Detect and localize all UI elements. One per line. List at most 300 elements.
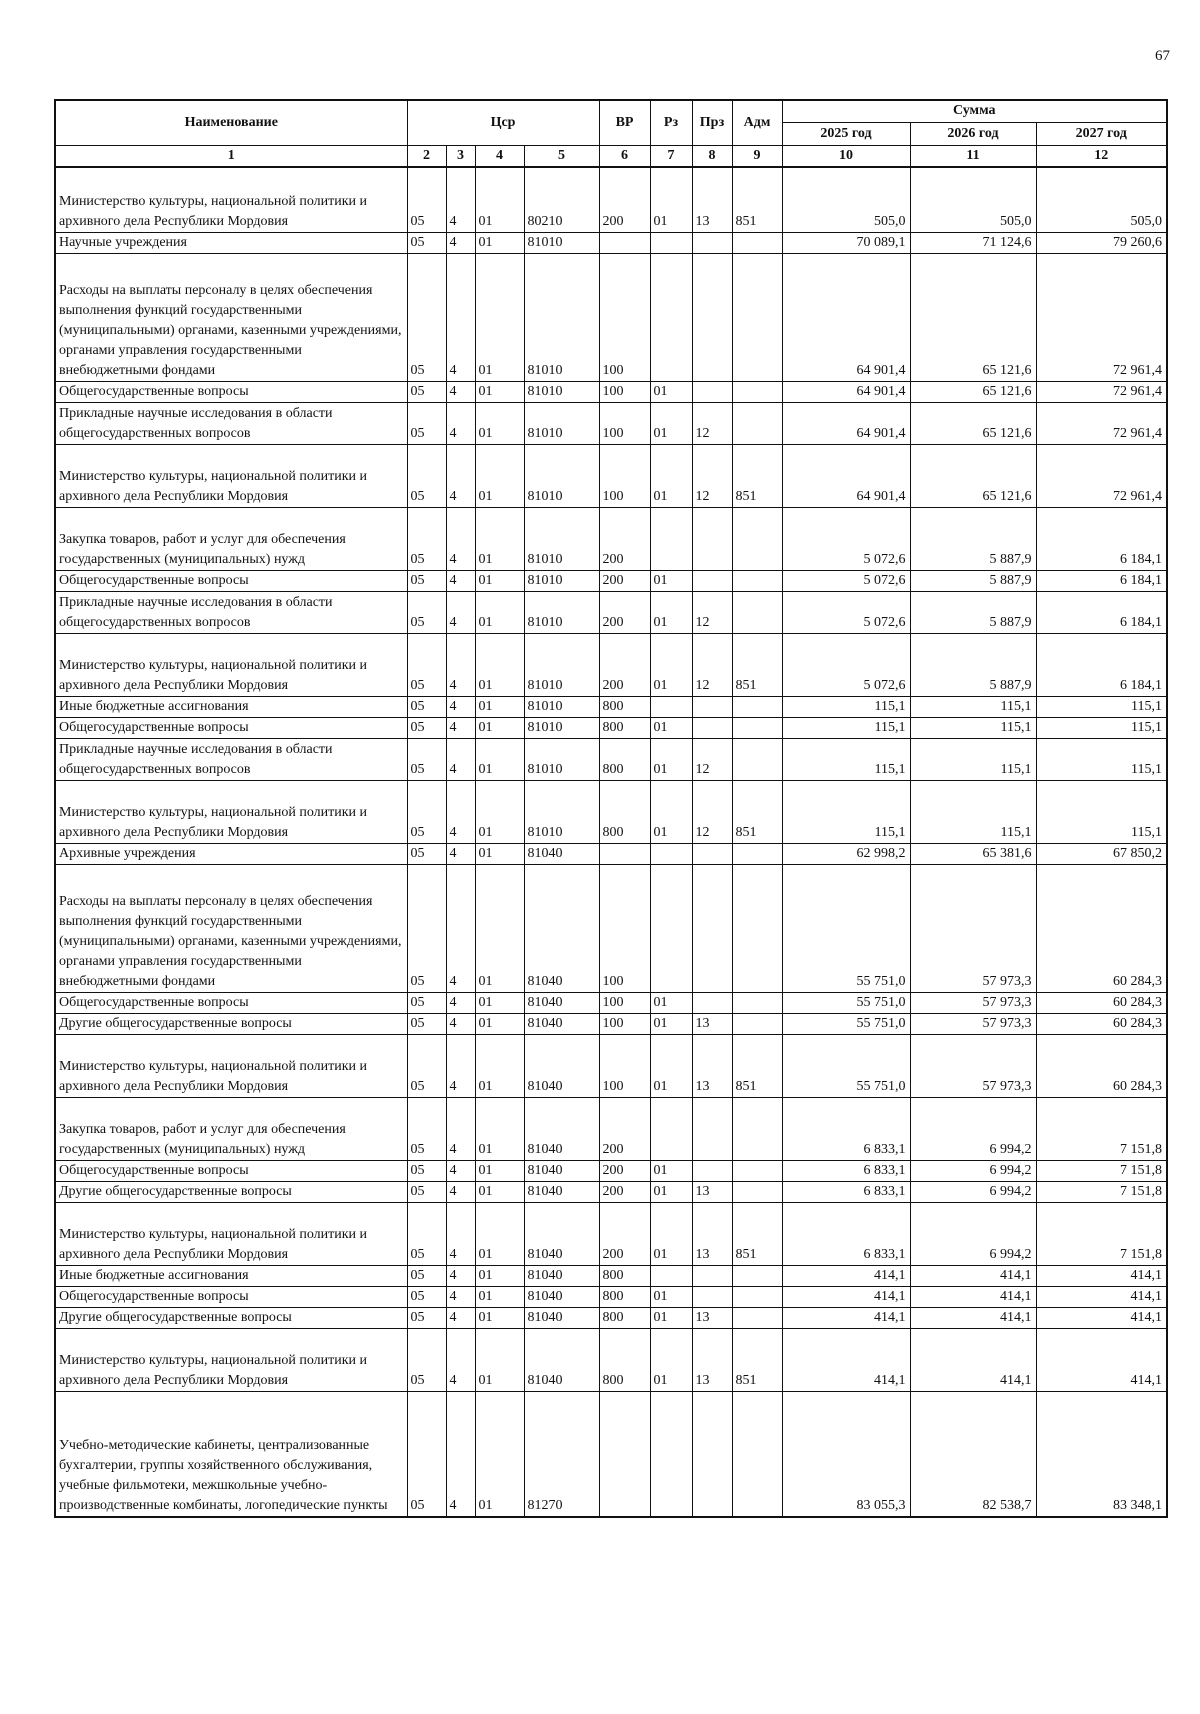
csr-type: 4 (446, 1097, 475, 1160)
csr-program: 05 (407, 780, 446, 843)
csr-direction: 81040 (524, 1328, 599, 1391)
table-row (55, 864, 1167, 992)
sum-2026: 115,1 (910, 717, 1036, 738)
adm-code (732, 738, 782, 780)
prz-code: 13 (692, 1013, 732, 1034)
vr-code: 200 (599, 167, 650, 232)
vr-code: 800 (599, 1328, 650, 1391)
csr-type: 4 (446, 570, 475, 591)
rz-code: 01 (650, 992, 692, 1013)
adm-code (732, 381, 782, 402)
prz-code: 13 (692, 1307, 732, 1328)
table-header (55, 100, 1167, 167)
sum-2025: 5 072,6 (782, 570, 910, 591)
table-row (55, 507, 1167, 570)
prz-code (692, 992, 732, 1013)
csr-program: 05 (407, 1286, 446, 1307)
vr-code: 800 (599, 1286, 650, 1307)
csr-direction: 81040 (524, 843, 599, 864)
csr-type: 4 (446, 1286, 475, 1307)
adm-code: 851 (732, 633, 782, 696)
csr-direction: 81040 (524, 1097, 599, 1160)
sum-2027: 414,1 (1036, 1307, 1167, 1328)
adm-code: 851 (732, 1034, 782, 1097)
sum-2027: 115,1 (1036, 780, 1167, 843)
csr-subprogram: 01 (475, 738, 524, 780)
table-row (55, 780, 1167, 843)
csr-type: 4 (446, 507, 475, 570)
prz-code: 12 (692, 738, 732, 780)
csr-subprogram: 01 (475, 253, 524, 381)
csr-type: 4 (446, 1034, 475, 1097)
header-year-2027: 2027 год (1036, 122, 1167, 145)
sum-2025: 414,1 (782, 1286, 910, 1307)
sum-2027: 505,0 (1036, 167, 1167, 232)
sum-2025: 414,1 (782, 1265, 910, 1286)
rz-code: 01 (650, 1202, 692, 1265)
adm-code (732, 864, 782, 992)
csr-subprogram: 01 (475, 402, 524, 444)
rz-code (650, 1097, 692, 1160)
table-row (55, 591, 1167, 633)
csr-direction: 81010 (524, 780, 599, 843)
csr-program: 05 (407, 507, 446, 570)
rz-code: 01 (650, 1286, 692, 1307)
sum-2025: 115,1 (782, 696, 910, 717)
csr-direction: 81040 (524, 1160, 599, 1181)
csr-type: 4 (446, 992, 475, 1013)
prz-code: 12 (692, 402, 732, 444)
csr-subprogram: 01 (475, 1181, 524, 1202)
csr-program: 05 (407, 1202, 446, 1265)
rz-code (650, 864, 692, 992)
sum-2026: 65 121,6 (910, 381, 1036, 402)
col-number: 3 (446, 145, 475, 167)
adm-code (732, 1160, 782, 1181)
rz-code (650, 253, 692, 381)
prz-code: 13 (692, 1181, 732, 1202)
csr-subprogram: 01 (475, 232, 524, 253)
budget-table (54, 99, 1168, 1518)
col-number: 9 (732, 145, 782, 167)
sum-2026: 57 973,3 (910, 864, 1036, 992)
sum-2026: 414,1 (910, 1286, 1036, 1307)
prz-code: 13 (692, 1328, 732, 1391)
adm-code (732, 253, 782, 381)
sum-2026: 57 973,3 (910, 992, 1036, 1013)
csr-direction: 81010 (524, 570, 599, 591)
table-row (55, 1328, 1167, 1391)
rz-code: 01 (650, 591, 692, 633)
prz-code (692, 864, 732, 992)
vr-code: 200 (599, 1202, 650, 1265)
csr-direction: 81040 (524, 1202, 599, 1265)
csr-type: 4 (446, 1181, 475, 1202)
csr-program: 05 (407, 843, 446, 864)
csr-program: 05 (407, 1391, 446, 1517)
header-prz: Прз (692, 100, 732, 145)
table-row (55, 1391, 1167, 1517)
col-number: 10 (782, 145, 910, 167)
rz-code: 01 (650, 381, 692, 402)
sum-2027: 67 850,2 (1036, 843, 1167, 864)
csr-program: 05 (407, 717, 446, 738)
sum-2026: 115,1 (910, 696, 1036, 717)
sum-2026: 115,1 (910, 738, 1036, 780)
csr-program: 05 (407, 570, 446, 591)
adm-code (732, 570, 782, 591)
vr-code: 200 (599, 591, 650, 633)
prz-code (692, 1265, 732, 1286)
table-row (55, 1265, 1167, 1286)
sum-2027: 60 284,3 (1036, 992, 1167, 1013)
csr-subprogram: 01 (475, 444, 524, 507)
row-name: Прикладные научные исследования в области общегосударственных вопросов (55, 738, 407, 780)
csr-subprogram: 01 (475, 1328, 524, 1391)
csr-program: 05 (407, 864, 446, 992)
csr-direction: 81010 (524, 381, 599, 402)
csr-program: 05 (407, 381, 446, 402)
csr-subprogram: 01 (475, 992, 524, 1013)
vr-code: 100 (599, 381, 650, 402)
sum-2027: 7 151,8 (1036, 1181, 1167, 1202)
adm-code: 851 (732, 444, 782, 507)
sum-2026: 5 887,9 (910, 633, 1036, 696)
adm-code (732, 1265, 782, 1286)
adm-code: 851 (732, 1328, 782, 1391)
adm-code (732, 591, 782, 633)
vr-code: 100 (599, 992, 650, 1013)
adm-code (732, 1307, 782, 1328)
csr-subprogram: 01 (475, 507, 524, 570)
vr-code: 800 (599, 738, 650, 780)
rz-code: 01 (650, 1307, 692, 1328)
sum-2027: 79 260,6 (1036, 232, 1167, 253)
adm-code (732, 232, 782, 253)
vr-code: 100 (599, 1013, 650, 1034)
table-row (55, 570, 1167, 591)
csr-subprogram: 01 (475, 1202, 524, 1265)
prz-code (692, 1286, 732, 1307)
header-year-2025: 2025 год (782, 122, 910, 145)
sum-2025: 6 833,1 (782, 1181, 910, 1202)
sum-2025: 55 751,0 (782, 992, 910, 1013)
table-row (55, 1286, 1167, 1307)
rz-code (650, 1265, 692, 1286)
rz-code: 01 (650, 1034, 692, 1097)
sum-2027: 60 284,3 (1036, 1013, 1167, 1034)
table-row (55, 232, 1167, 253)
row-name: Министерство культуры, национальной политики и архивного дела Республики Мордовия (55, 1034, 407, 1097)
csr-type: 4 (446, 738, 475, 780)
sum-2026: 115,1 (910, 780, 1036, 843)
csr-type: 4 (446, 696, 475, 717)
prz-code: 13 (692, 1034, 732, 1097)
sum-2026: 65 121,6 (910, 444, 1036, 507)
csr-type: 4 (446, 633, 475, 696)
csr-direction: 81040 (524, 864, 599, 992)
row-name: Общегосударственные вопросы (55, 1160, 407, 1181)
row-name: Другие общегосударственные вопросы (55, 1307, 407, 1328)
csr-type: 4 (446, 444, 475, 507)
col-number: 1 (55, 145, 407, 167)
sum-2025: 55 751,0 (782, 1013, 910, 1034)
col-number: 2 (407, 145, 446, 167)
header-year-2026: 2026 год (910, 122, 1036, 145)
csr-type: 4 (446, 232, 475, 253)
adm-code (732, 1286, 782, 1307)
csr-program: 05 (407, 992, 446, 1013)
row-name: Общегосударственные вопросы (55, 992, 407, 1013)
csr-subprogram: 01 (475, 864, 524, 992)
row-name: Расходы на выплаты персоналу в целях обеспечения выполнения функций государственными (муниципальными) органами, казенными учреждениями, органами управления государственными внебюджетными фондами (55, 253, 407, 381)
csr-type: 4 (446, 1328, 475, 1391)
sum-2026: 65 121,6 (910, 253, 1036, 381)
table-row (55, 402, 1167, 444)
row-name: Архивные учреждения (55, 843, 407, 864)
row-name: Прикладные научные исследования в области общегосударственных вопросов (55, 402, 407, 444)
table-row (55, 717, 1167, 738)
csr-program: 05 (407, 1160, 446, 1181)
sum-2027: 72 961,4 (1036, 444, 1167, 507)
csr-program: 05 (407, 402, 446, 444)
sum-2027: 414,1 (1036, 1286, 1167, 1307)
csr-type: 4 (446, 1265, 475, 1286)
row-name: Министерство культуры, национальной политики и архивного дела Республики Мордовия (55, 167, 407, 232)
col-number: 4 (475, 145, 524, 167)
csr-program: 05 (407, 591, 446, 633)
sum-2027: 72 961,4 (1036, 253, 1167, 381)
sum-2027: 115,1 (1036, 696, 1167, 717)
adm-code (732, 1391, 782, 1517)
csr-direction: 81010 (524, 232, 599, 253)
table-row (55, 633, 1167, 696)
prz-code: 12 (692, 780, 732, 843)
csr-program: 05 (407, 1307, 446, 1328)
csr-type: 4 (446, 1013, 475, 1034)
csr-direction: 80210 (524, 167, 599, 232)
csr-program: 05 (407, 738, 446, 780)
csr-subprogram: 01 (475, 1391, 524, 1517)
csr-subprogram: 01 (475, 381, 524, 402)
row-name: Иные бюджетные ассигнования (55, 1265, 407, 1286)
row-name: Министерство культуры, национальной политики и архивного дела Республики Мордовия (55, 444, 407, 507)
csr-subprogram: 01 (475, 167, 524, 232)
sum-2026: 414,1 (910, 1328, 1036, 1391)
prz-code (692, 1160, 732, 1181)
csr-direction: 81010 (524, 738, 599, 780)
sum-2025: 115,1 (782, 780, 910, 843)
prz-code: 12 (692, 444, 732, 507)
header-csr: Цср (407, 100, 599, 145)
sum-2027: 6 184,1 (1036, 633, 1167, 696)
vr-code (599, 1391, 650, 1517)
table-row (55, 1013, 1167, 1034)
prz-code: 12 (692, 633, 732, 696)
csr-subprogram: 01 (475, 570, 524, 591)
prz-code (692, 717, 732, 738)
sum-2025: 115,1 (782, 717, 910, 738)
csr-program: 05 (407, 444, 446, 507)
table-row (55, 1160, 1167, 1181)
vr-code: 200 (599, 1160, 650, 1181)
csr-program: 05 (407, 1181, 446, 1202)
rz-code: 01 (650, 738, 692, 780)
csr-program: 05 (407, 167, 446, 232)
csr-subprogram: 01 (475, 1286, 524, 1307)
vr-code: 800 (599, 780, 650, 843)
csr-type: 4 (446, 843, 475, 864)
sum-2025: 83 055,3 (782, 1391, 910, 1517)
csr-type: 4 (446, 167, 475, 232)
adm-code (732, 507, 782, 570)
row-name: Общегосударственные вопросы (55, 381, 407, 402)
sum-2027: 414,1 (1036, 1265, 1167, 1286)
csr-direction: 81040 (524, 1265, 599, 1286)
sum-2025: 414,1 (782, 1307, 910, 1328)
sum-2027: 60 284,3 (1036, 1034, 1167, 1097)
csr-program: 05 (407, 1097, 446, 1160)
rz-code: 01 (650, 570, 692, 591)
adm-code: 851 (732, 1202, 782, 1265)
sum-2027: 60 284,3 (1036, 864, 1167, 992)
csr-subprogram: 01 (475, 1097, 524, 1160)
sum-2026: 6 994,2 (910, 1202, 1036, 1265)
csr-program: 05 (407, 253, 446, 381)
vr-code: 100 (599, 444, 650, 507)
csr-direction: 81010 (524, 696, 599, 717)
csr-type: 4 (446, 381, 475, 402)
csr-direction: 81010 (524, 633, 599, 696)
row-name: Министерство культуры, национальной политики и архивного дела Республики Мордовия (55, 780, 407, 843)
table-row (55, 444, 1167, 507)
sum-2027: 7 151,8 (1036, 1097, 1167, 1160)
sum-2026: 5 887,9 (910, 570, 1036, 591)
table-row (55, 696, 1167, 717)
csr-type: 4 (446, 780, 475, 843)
prz-code: 13 (692, 167, 732, 232)
prz-code (692, 1097, 732, 1160)
prz-code (692, 843, 732, 864)
table-row (55, 1202, 1167, 1265)
row-name: Закупка товаров, работ и услуг для обеспечения государственных (муниципальных) нужд (55, 507, 407, 570)
sum-2027: 6 184,1 (1036, 591, 1167, 633)
sum-2027: 6 184,1 (1036, 570, 1167, 591)
sum-2025: 6 833,1 (782, 1097, 910, 1160)
sum-2025: 5 072,6 (782, 591, 910, 633)
adm-code (732, 1013, 782, 1034)
rz-code: 01 (650, 1160, 692, 1181)
rz-code: 01 (650, 780, 692, 843)
csr-direction: 81040 (524, 1286, 599, 1307)
csr-direction: 81040 (524, 992, 599, 1013)
adm-code (732, 843, 782, 864)
csr-type: 4 (446, 253, 475, 381)
rz-code: 01 (650, 1013, 692, 1034)
adm-code (732, 696, 782, 717)
csr-program: 05 (407, 633, 446, 696)
csr-type: 4 (446, 1202, 475, 1265)
row-name: Министерство культуры, национальной политики и архивного дела Республики Мордовия (55, 1328, 407, 1391)
sum-2025: 505,0 (782, 167, 910, 232)
sum-2027: 7 151,8 (1036, 1160, 1167, 1181)
rz-code: 01 (650, 633, 692, 696)
sum-2026: 505,0 (910, 167, 1036, 232)
row-name: Общегосударственные вопросы (55, 570, 407, 591)
sum-2026: 6 994,2 (910, 1160, 1036, 1181)
csr-program: 05 (407, 696, 446, 717)
sum-2027: 115,1 (1036, 738, 1167, 780)
row-name: Другие общегосударственные вопросы (55, 1013, 407, 1034)
sum-2025: 64 901,4 (782, 402, 910, 444)
csr-type: 4 (446, 591, 475, 633)
sum-2026: 57 973,3 (910, 1013, 1036, 1034)
adm-code (732, 1181, 782, 1202)
col-number: 12 (1036, 145, 1167, 167)
csr-type: 4 (446, 717, 475, 738)
csr-subprogram: 01 (475, 1265, 524, 1286)
adm-code (732, 717, 782, 738)
sum-2025: 55 751,0 (782, 864, 910, 992)
csr-direction: 81010 (524, 253, 599, 381)
vr-code: 800 (599, 1265, 650, 1286)
header-name: Наименование (55, 100, 407, 145)
rz-code (650, 1391, 692, 1517)
csr-type: 4 (446, 1307, 475, 1328)
vr-code: 100 (599, 253, 650, 381)
csr-direction: 81010 (524, 402, 599, 444)
rz-code: 01 (650, 444, 692, 507)
prz-code (692, 570, 732, 591)
header-rz: Рз (650, 100, 692, 145)
table-row (55, 381, 1167, 402)
row-name: Общегосударственные вопросы (55, 717, 407, 738)
csr-subprogram: 01 (475, 591, 524, 633)
csr-subprogram: 01 (475, 843, 524, 864)
csr-type: 4 (446, 1391, 475, 1517)
sum-2025: 5 072,6 (782, 633, 910, 696)
row-name: Министерство культуры, национальной политики и архивного дела Республики Мордовия (55, 633, 407, 696)
adm-code (732, 402, 782, 444)
sum-2027: 6 184,1 (1036, 507, 1167, 570)
table-row (55, 1181, 1167, 1202)
sum-2027: 7 151,8 (1036, 1202, 1167, 1265)
sum-2025: 62 998,2 (782, 843, 910, 864)
row-name: Общегосударственные вопросы (55, 1286, 407, 1307)
vr-code: 200 (599, 1097, 650, 1160)
adm-code (732, 992, 782, 1013)
csr-subprogram: 01 (475, 696, 524, 717)
rz-code: 01 (650, 167, 692, 232)
row-name: Закупка товаров, работ и услуг для обеспечения государственных (муниципальных) нужд (55, 1097, 407, 1160)
sum-2026: 5 887,9 (910, 591, 1036, 633)
row-name: Другие общегосударственные вопросы (55, 1181, 407, 1202)
rz-code: 01 (650, 717, 692, 738)
csr-direction: 81010 (524, 591, 599, 633)
sum-2026: 65 121,6 (910, 402, 1036, 444)
csr-program: 05 (407, 1265, 446, 1286)
vr-code: 800 (599, 1307, 650, 1328)
adm-code: 851 (732, 167, 782, 232)
vr-code (599, 232, 650, 253)
vr-code: 100 (599, 402, 650, 444)
prz-code: 12 (692, 591, 732, 633)
vr-code (599, 843, 650, 864)
rz-code: 01 (650, 1328, 692, 1391)
sum-2027: 115,1 (1036, 717, 1167, 738)
sum-2026: 414,1 (910, 1265, 1036, 1286)
sum-2025: 64 901,4 (782, 381, 910, 402)
